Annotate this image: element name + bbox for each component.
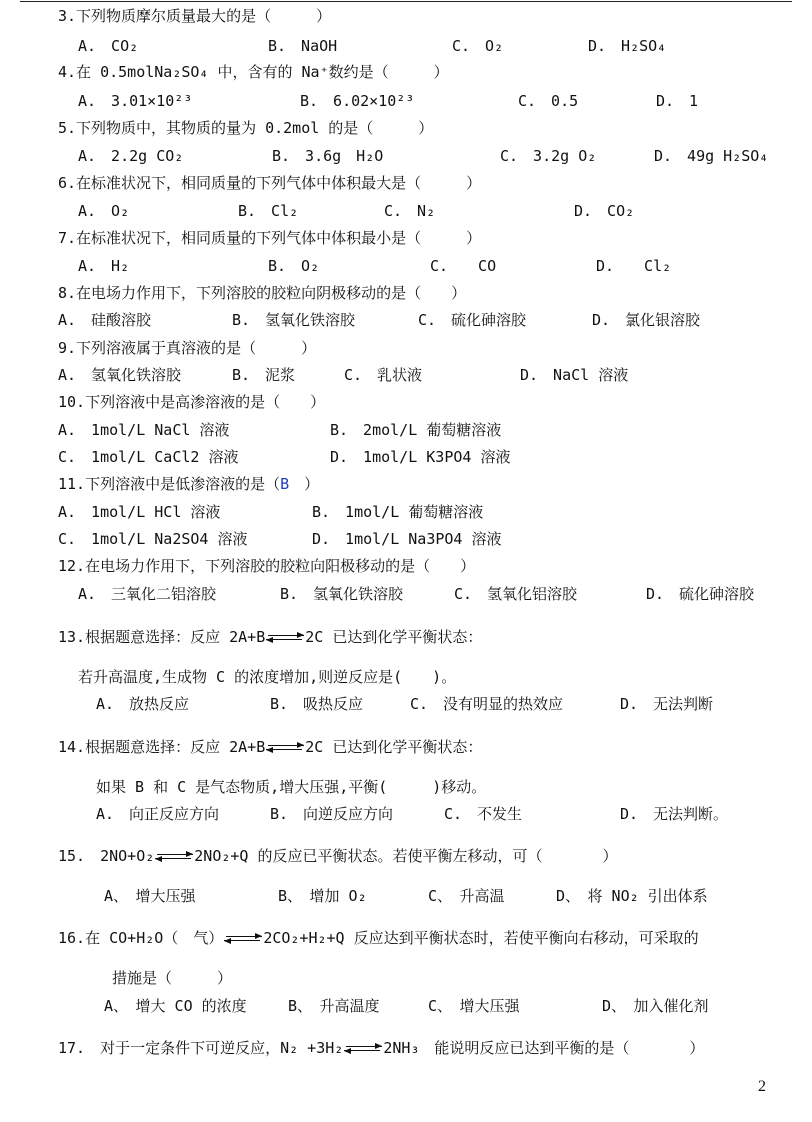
question-10-option-a: A. 1mol/L NaCl 溶液 bbox=[58, 421, 230, 439]
question-11-stem bbox=[58, 474, 319, 494]
question-17-stem-tail: 2NH₃ 能说明反应已达到平衡的是（ ） bbox=[383, 1039, 705, 1057]
question-5-stem: 5.下列物质中，其物质的量为 0.2mol 的是（ ） bbox=[58, 119, 434, 137]
question-10-option-d: D. 1mol/L K3PO4 溶液 bbox=[330, 448, 511, 466]
question-6-option-d: D. CO₂ bbox=[574, 202, 635, 220]
question-13-stem-tail: 2C 已达到化学平衡状态： bbox=[305, 628, 483, 646]
question-6-option-b: B. Cl₂ bbox=[238, 202, 299, 220]
question-4-option-a: A. 3.01×10²³ bbox=[78, 92, 193, 110]
question-5-option-a: A. 2.2g CO₂ bbox=[78, 147, 184, 165]
question-16-option-c: C、 增大压强 bbox=[428, 997, 520, 1015]
question-11-stem-text: 11.下列溶液中是低渗溶液的是（ bbox=[58, 475, 281, 493]
question-14-stem bbox=[58, 737, 482, 757]
question-3-option-d: D. H₂SO₄ bbox=[588, 37, 667, 55]
question-12-option-d: D. 硫化砷溶胶 bbox=[646, 585, 755, 603]
question-7-option-c: C. CO bbox=[430, 257, 497, 275]
question-17-stem bbox=[58, 1038, 704, 1058]
question-15-option-b: B、 增加 O₂ bbox=[278, 887, 367, 905]
question-3-option-b: B. NaOH bbox=[268, 37, 338, 55]
question-15-option-a: A、 增大压强 bbox=[104, 887, 196, 905]
question-17-stem-text: 17. 对于一定条件下可逆反应，N₂ +3H₂ bbox=[58, 1039, 344, 1057]
question-3-stem: 3.下列物质摩尔质量最大的是（ ） bbox=[58, 7, 332, 25]
question-16-option-a: A、 增大 CO 的浓度 bbox=[104, 997, 247, 1015]
question-16-option-b: B、 升高温度 bbox=[288, 997, 380, 1015]
question-16-subquestion: 措施是（ ） bbox=[112, 969, 233, 987]
question-4-option-b: B. 6.02×10²³ bbox=[300, 92, 415, 110]
question-13-subquestion: 若升高温度,生成物 C 的浓度增加,则逆反应是( )。 bbox=[78, 668, 457, 686]
question-16-stem-text: 16.在 CO+H₂O（ 气） bbox=[58, 929, 224, 947]
top-rule bbox=[20, 1, 792, 2]
question-6-option-a: A. O₂ bbox=[78, 202, 130, 220]
question-8-stem: 8.在电场力作用下，下列溶胶的胶粒向阴极移动的是（ ） bbox=[58, 284, 467, 302]
question-11-answer: B bbox=[280, 475, 290, 493]
question-4-stem: 4.在 0.5molNa₂SO₄ 中，含有的 Na⁺数约是（ ） bbox=[58, 63, 449, 81]
question-6-stem: 6.在标准状况下，相同质量的下列气体中体积最大是（ ） bbox=[58, 174, 482, 192]
question-13-option-c: C. 没有明显的热效应 bbox=[410, 695, 564, 713]
question-5-option-b: B. 3.6g H₂O bbox=[272, 147, 384, 165]
question-14-stem-tail: 2C 已达到化学平衡状态： bbox=[305, 738, 483, 756]
question-13-option-a: A. 放热反应 bbox=[96, 695, 190, 713]
question-4-option-c: C. 0.5 bbox=[518, 92, 579, 110]
question-14-option-d: D. 无法判断。 bbox=[620, 805, 729, 823]
question-5-option-c: C. 3.2g O₂ bbox=[500, 147, 597, 165]
question-9-option-a: A. 氢氧化铁溶胶 bbox=[58, 366, 182, 384]
question-15-stem-text: 15. 2NO+O₂ bbox=[58, 847, 155, 865]
page-number: 2 bbox=[758, 1078, 766, 1095]
question-14-option-b: B. 向逆反应方向 bbox=[270, 805, 394, 823]
question-11-option-a: A. 1mol/L HCl 溶液 bbox=[58, 503, 221, 521]
question-11-option-d: D. 1mol/L Na3PO4 溶液 bbox=[312, 530, 502, 548]
question-8-option-a: A. 硅酸溶胶 bbox=[58, 311, 152, 329]
question-9-option-d: D. NaCl 溶液 bbox=[520, 366, 629, 384]
question-16-stem-tail: 2CO₂+H₂+Q 反应达到平衡状态时，若使平衡向右移动，可采取的 bbox=[263, 929, 699, 947]
question-6-option-c: C. N₂ bbox=[384, 202, 436, 220]
question-5-option-d: D. 49g H₂SO₄ bbox=[654, 147, 769, 165]
equilibrium-arrow-icon bbox=[344, 1045, 382, 1053]
question-13-option-b: B. 吸热反应 bbox=[270, 695, 364, 713]
question-9-option-c: C. 乳状液 bbox=[344, 366, 423, 384]
question-15-stem-tail: 2NO₂+Q 的反应已平衡状态。若使平衡左移动，可（ ） bbox=[194, 847, 618, 865]
question-16-stem bbox=[58, 928, 699, 948]
question-10-stem: 10.下列溶液中是高渗溶液的是（ ） bbox=[58, 393, 326, 411]
question-7-option-b: B. O₂ bbox=[268, 257, 320, 275]
question-12-option-b: B. 氢氧化铁溶胶 bbox=[280, 585, 404, 603]
question-3-option-a: A. CO₂ bbox=[78, 37, 139, 55]
question-8-option-b: B. 氢氧化铁溶胶 bbox=[232, 311, 356, 329]
question-9-option-b: B. 泥浆 bbox=[232, 366, 296, 384]
question-8-option-c: C. 硫化砷溶胶 bbox=[418, 311, 527, 329]
question-10-option-b: B. 2mol/L 葡萄糖溶液 bbox=[330, 421, 502, 439]
question-8-option-d: D. 氯化银溶胶 bbox=[592, 311, 701, 329]
question-14-stem-text: 14.根据题意选择：反应 2A+B bbox=[58, 738, 266, 756]
question-7-option-a: A. H₂ bbox=[78, 257, 130, 275]
question-13-option-d: D. 无法判断 bbox=[620, 695, 714, 713]
question-11-option-c: C. 1mol/L Na2SO4 溶液 bbox=[58, 530, 248, 548]
question-12-option-a: A. 三氧化二铝溶胶 bbox=[78, 585, 217, 603]
question-15-stem bbox=[58, 846, 618, 866]
question-14-subquestion: 如果 B 和 C 是气态物质,增大压强,平衡( )移动。 bbox=[96, 778, 487, 796]
equilibrium-arrow-icon bbox=[224, 935, 262, 943]
equilibrium-arrow-icon bbox=[266, 744, 304, 752]
question-13-stem-text: 13.根据题意选择：反应 2A+B bbox=[58, 628, 266, 646]
question-7-option-d: D. Cl₂ bbox=[596, 257, 672, 275]
question-14-option-a: A. 向正反应方向 bbox=[96, 805, 220, 823]
question-4-option-d: D. 1 bbox=[656, 92, 699, 110]
question-15-option-c: C、 升高温 bbox=[428, 887, 505, 905]
question-12-stem: 12.在电场力作用下，下列溶胶的胶粒向阳极移动的是（ ） bbox=[58, 557, 476, 575]
question-10-option-c: C. 1mol/L CaCl2 溶液 bbox=[58, 448, 239, 466]
question-9-stem: 9.下列溶液属于真溶液的是（ ） bbox=[58, 339, 317, 357]
question-11-option-b: B. 1mol/L 葡萄糖溶液 bbox=[312, 503, 484, 521]
question-3-option-c: C. O₂ bbox=[452, 37, 504, 55]
question-13-stem bbox=[58, 627, 482, 647]
equilibrium-arrow-icon bbox=[266, 634, 304, 642]
question-11-stem-close: ） bbox=[289, 475, 320, 493]
question-7-stem: 7.在标准状况下，相同质量的下列气体中体积最小是（ ） bbox=[58, 229, 482, 247]
question-12-option-c: C. 氢氧化铝溶胶 bbox=[454, 585, 578, 603]
question-16-option-d: D、 加入催化剂 bbox=[602, 997, 709, 1015]
question-15-option-d: D、 将 NO₂ 引出体系 bbox=[556, 887, 708, 905]
question-14-option-c: C. 不发生 bbox=[444, 805, 523, 823]
equilibrium-arrow-icon bbox=[155, 853, 193, 861]
